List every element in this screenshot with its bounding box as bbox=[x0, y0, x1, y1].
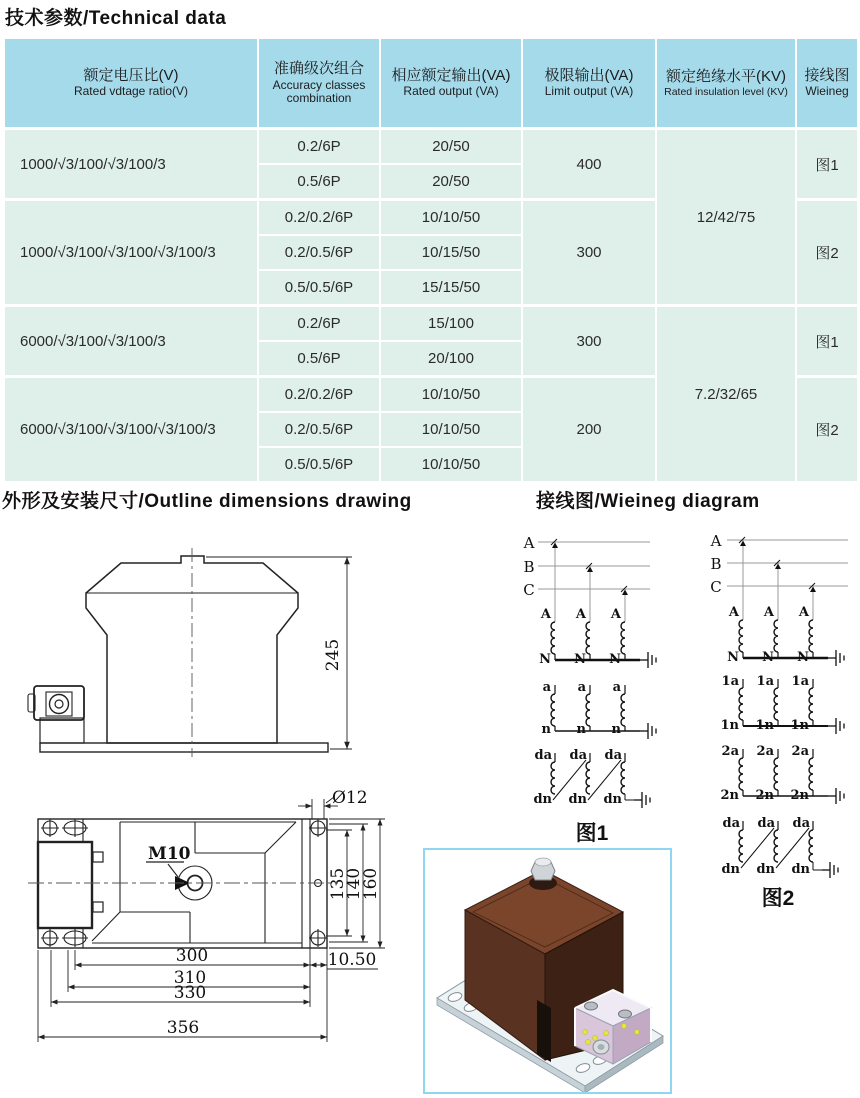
dim-hole-dia-label: Ø12 bbox=[332, 788, 368, 808]
accuracy-cell: 0.5/0.5/6P bbox=[258, 447, 380, 482]
output-cell: 10/10/50 bbox=[380, 377, 522, 413]
phase-label: C bbox=[523, 581, 535, 599]
winding-label: 1a bbox=[756, 674, 774, 689]
phase-label: C bbox=[710, 578, 722, 596]
winding-label: dn bbox=[721, 862, 740, 877]
ratio-cell: 1000/√3/100/√3/100/√3/100/3 bbox=[4, 200, 258, 306]
winding-label: a bbox=[542, 680, 551, 695]
dim-height-label: 245 bbox=[323, 638, 343, 672]
winding-label: A bbox=[575, 607, 586, 622]
ratio-cell: 6000/√3/100/√3/100/√3/100/3 bbox=[4, 377, 258, 483]
section-title-wiring: 接线图/Wieineg diagram bbox=[536, 491, 760, 512]
winding-label: A bbox=[610, 607, 621, 622]
output-cell: 15/100 bbox=[380, 306, 522, 342]
winding-label: a bbox=[577, 680, 586, 695]
phase-label: B bbox=[523, 558, 535, 576]
diagram-ref-cell: 图1 bbox=[796, 129, 858, 200]
accuracy-cell: 0.5/6P bbox=[258, 164, 380, 200]
header-ratio: 额定电压比(V) Rated vdtage ratio(V) bbox=[4, 38, 258, 129]
dim-330-label: 330 bbox=[173, 983, 207, 1003]
winding-label: n bbox=[576, 722, 586, 737]
limit-cell: 300 bbox=[522, 200, 656, 306]
ratio-cell: 1000/√3/100/√3/100/3 bbox=[4, 129, 258, 200]
winding-label: dn bbox=[533, 792, 552, 807]
winding-label: A bbox=[540, 607, 551, 622]
phase-label: A bbox=[523, 534, 535, 552]
output-cell: 20/50 bbox=[380, 164, 522, 200]
header-output: 相应额定输出(VA) Rated output (VA) bbox=[380, 38, 522, 129]
limit-cell: 200 bbox=[522, 377, 656, 483]
wiring-figure-2 bbox=[685, 528, 860, 918]
winding-label: 1a bbox=[721, 674, 739, 689]
section-title-technical: 技术参数/Technical data bbox=[5, 8, 227, 29]
output-cell: 10/10/50 bbox=[380, 412, 522, 447]
winding-label: N bbox=[609, 652, 621, 667]
dim-135-label: 135 bbox=[328, 867, 348, 901]
winding-label: dn bbox=[756, 862, 775, 877]
winding-label: da bbox=[722, 816, 740, 831]
winding-label: n bbox=[541, 722, 551, 737]
technical-data-table bbox=[3, 37, 859, 483]
winding-label: A bbox=[728, 605, 739, 620]
diagram-ref-cell: 图2 bbox=[796, 377, 858, 483]
section-title-outline: 外形及安装尺寸/Outline dimensions drawing bbox=[2, 491, 412, 512]
winding-label: 1n bbox=[790, 718, 809, 733]
winding-label: 2n bbox=[720, 788, 739, 803]
winding-label: da bbox=[534, 748, 552, 763]
winding-label: N bbox=[797, 650, 809, 665]
ratio-cell: 6000/√3/100/√3/100/3 bbox=[4, 306, 258, 377]
accuracy-cell: 0.2/0.2/6P bbox=[258, 377, 380, 413]
side-view-drawing bbox=[5, 542, 420, 782]
winding-label: 1n bbox=[755, 718, 774, 733]
dim-offset-label: 10.50 bbox=[327, 950, 377, 970]
figure1-caption: 图1 bbox=[575, 822, 609, 845]
diagram-ref-cell: 图1 bbox=[796, 306, 858, 377]
winding-label: 2a bbox=[756, 744, 774, 759]
header-accuracy: 准确级次组合 Accuracy classes combination bbox=[258, 38, 380, 129]
diagram-ref-cell: 图2 bbox=[796, 200, 858, 306]
winding-label: da bbox=[604, 748, 622, 763]
winding-label: A bbox=[798, 605, 809, 620]
output-cell: 10/10/50 bbox=[380, 447, 522, 482]
winding-label: N bbox=[574, 652, 586, 667]
output-cell: 20/100 bbox=[380, 341, 522, 377]
limit-cell: 400 bbox=[522, 129, 656, 200]
header-insulation: 额定绝缘水平(KV) Rated insulation level (KV) bbox=[656, 38, 796, 129]
winding-label: N bbox=[762, 650, 774, 665]
winding-label: 2n bbox=[790, 788, 809, 803]
winding-label: 2n bbox=[755, 788, 774, 803]
dim-310-label: 310 bbox=[173, 968, 207, 988]
winding-label: N bbox=[539, 652, 551, 667]
winding-label: A bbox=[763, 605, 774, 620]
transformer-3d-render bbox=[425, 850, 670, 1092]
phase-label: B bbox=[710, 555, 722, 573]
wiring-figure-1 bbox=[505, 532, 680, 850]
dim-300-label: 300 bbox=[175, 946, 209, 966]
winding-label: dn bbox=[568, 792, 587, 807]
phase-label: A bbox=[710, 532, 722, 550]
winding-label: a bbox=[612, 680, 621, 695]
winding-label: da bbox=[569, 748, 587, 763]
dim-160-label: 160 bbox=[361, 867, 381, 901]
winding-label: dn bbox=[791, 862, 810, 877]
output-cell: 15/15/50 bbox=[380, 270, 522, 306]
winding-label: da bbox=[792, 816, 810, 831]
header-limit: 极限输出(VA) Limit output (VA) bbox=[522, 38, 656, 129]
winding-label: 1a bbox=[791, 674, 809, 689]
winding-label: 1n bbox=[720, 718, 739, 733]
winding-label: dn bbox=[603, 792, 622, 807]
top-view-drawing bbox=[0, 785, 420, 1063]
dim-356-label: 356 bbox=[166, 1018, 200, 1038]
figure2-caption: 图2 bbox=[761, 887, 795, 910]
accuracy-cell: 0.2/6P bbox=[258, 306, 380, 342]
winding-label: 2a bbox=[721, 744, 739, 759]
winding-label: da bbox=[757, 816, 775, 831]
winding-label: N bbox=[727, 650, 739, 665]
dim-140-label: 140 bbox=[344, 867, 364, 901]
accuracy-cell: 0.5/6P bbox=[258, 341, 380, 377]
output-cell: 10/10/50 bbox=[380, 200, 522, 236]
output-cell: 20/50 bbox=[380, 129, 522, 165]
header-diagram: 接线图 Wieineg bbox=[796, 38, 858, 129]
product-photo bbox=[423, 848, 672, 1094]
winding-label: n bbox=[611, 722, 621, 737]
dim-thread-label: M10 bbox=[148, 844, 191, 864]
output-cell: 10/15/50 bbox=[380, 235, 522, 270]
insulation-cell: 7.2/32/65 bbox=[656, 306, 796, 483]
accuracy-cell: 0.2/0.5/6P bbox=[258, 235, 380, 270]
accuracy-cell: 0.2/0.5/6P bbox=[258, 412, 380, 447]
insulation-cell: 12/42/75 bbox=[656, 129, 796, 306]
accuracy-cell: 0.5/0.5/6P bbox=[258, 270, 380, 306]
accuracy-cell: 0.2/0.2/6P bbox=[258, 200, 380, 236]
winding-label: 2a bbox=[791, 744, 809, 759]
limit-cell: 300 bbox=[522, 306, 656, 377]
accuracy-cell: 0.2/6P bbox=[258, 129, 380, 165]
